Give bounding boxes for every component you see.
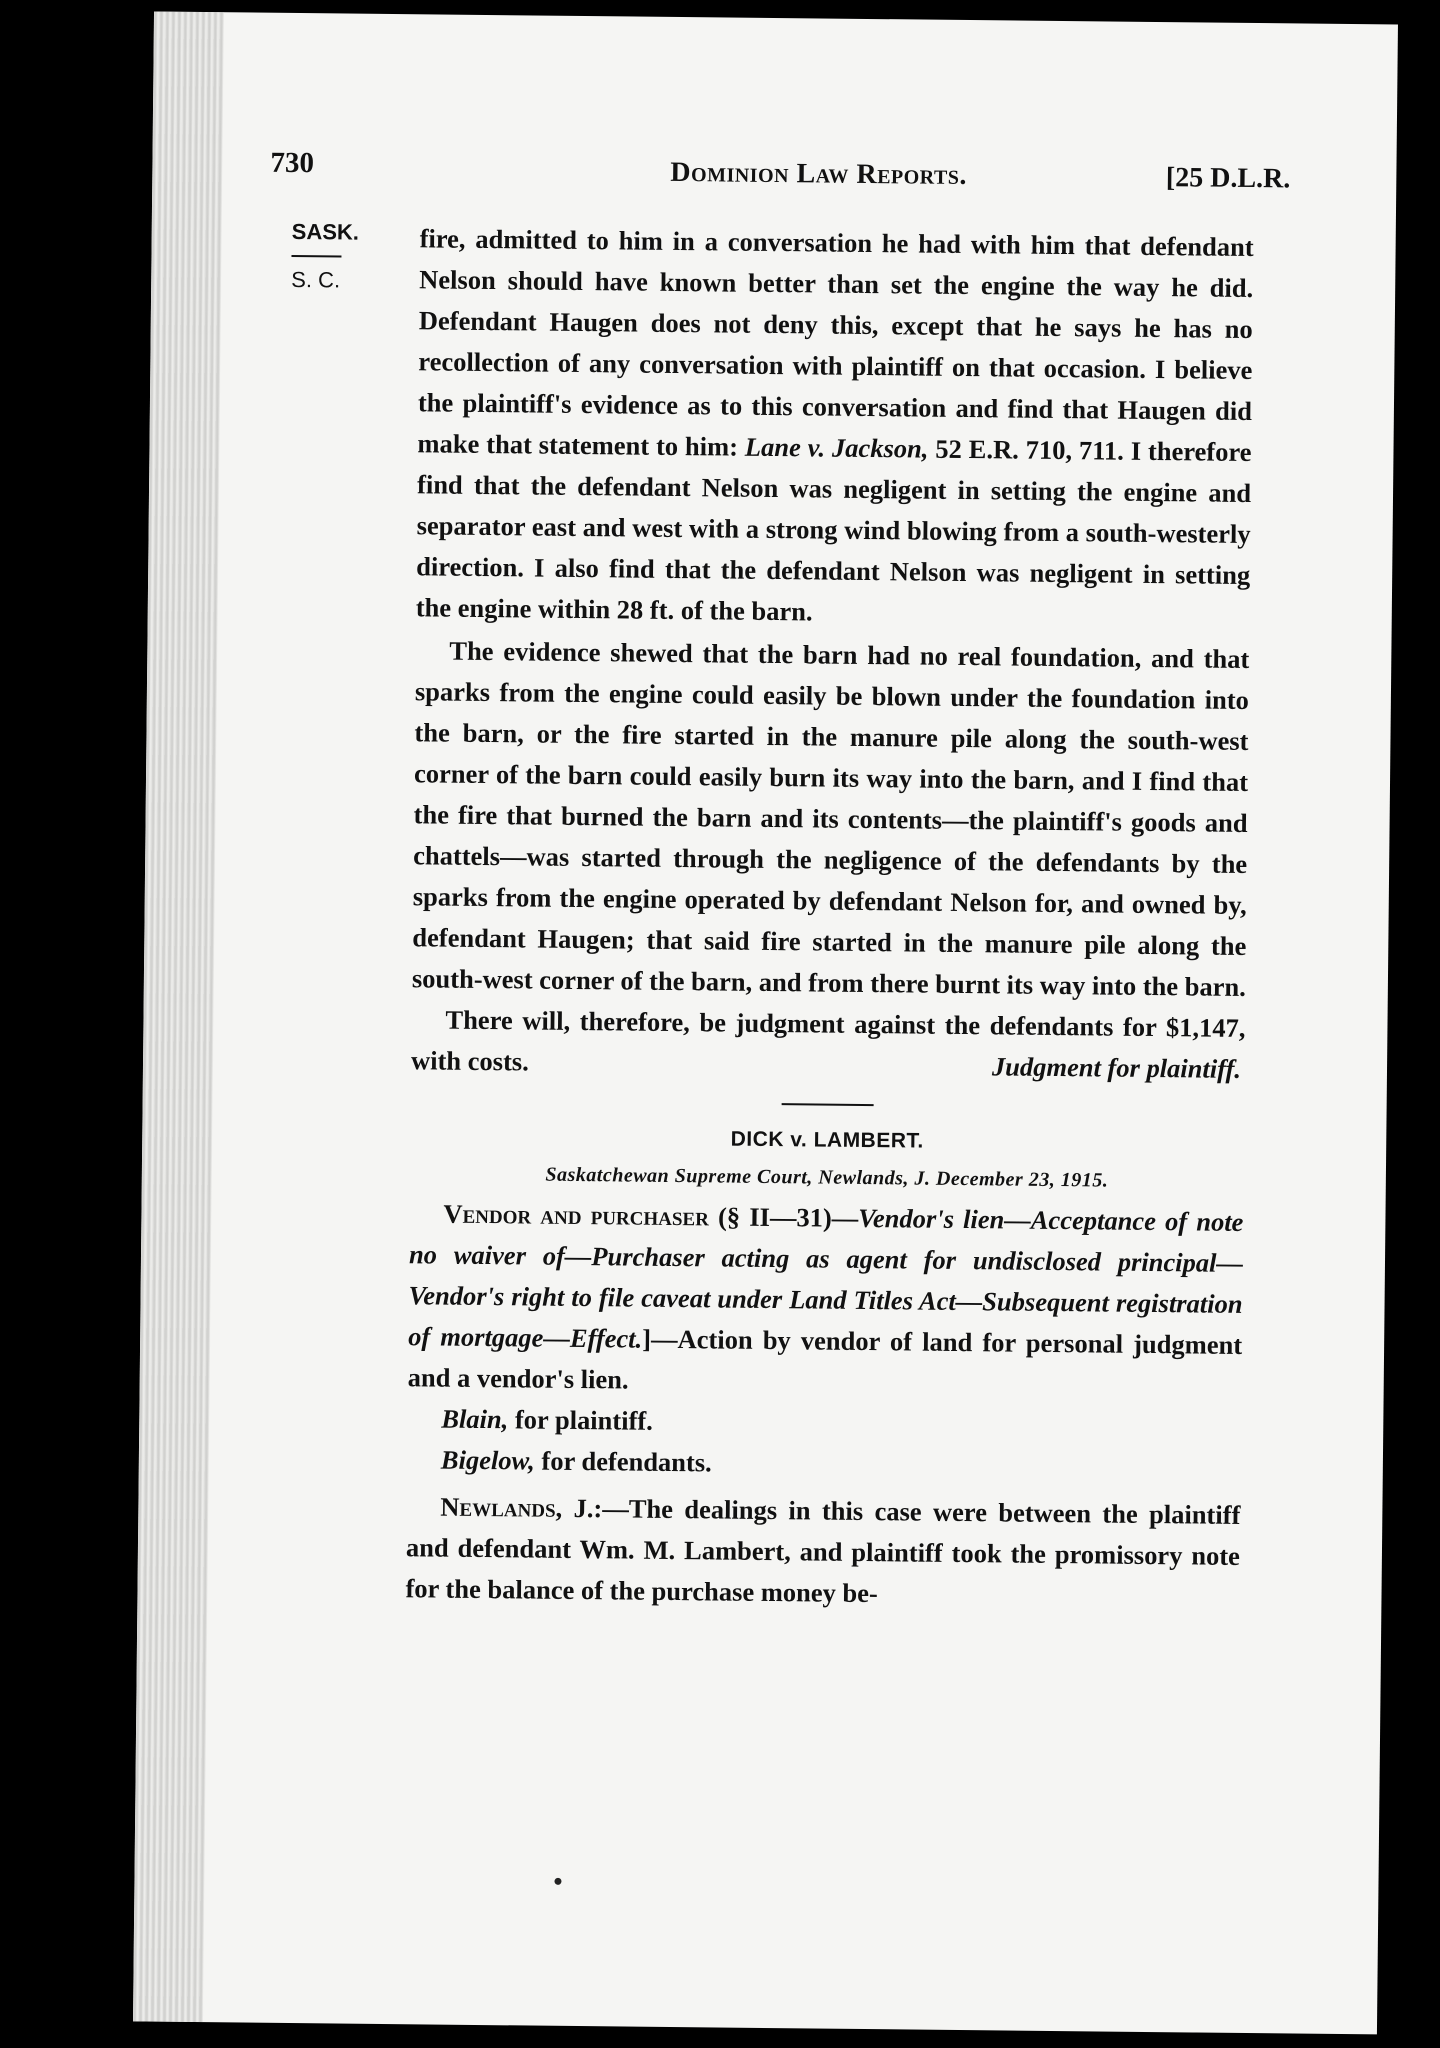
opinion-text: :—The dealings in this case were between the plaintiff and defendant Wm. M. Lambert, and plaintiff took the promissory note for the balance of the purchase money be-	[405, 1493, 1241, 1609]
counsel-name: Blain,	[441, 1403, 509, 1435]
section-separator	[782, 1103, 874, 1106]
running-head: Dominion Law Reports.	[670, 156, 968, 192]
paragraph-judgment	[411, 999, 1246, 1090]
case-title: DICK v. LAMBERT.	[730, 1127, 924, 1153]
judgment-line: Judgment for plaintiff.	[991, 1051, 1242, 1084]
counsel-role: for plaintiff.	[508, 1404, 654, 1436]
opinion-start	[405, 1486, 1240, 1618]
paragraph-evidence: The evidence shewed that the barn had no real foundation, and that sparks from the engine could easily be blown under the foundation into the barn, or the fire started in the manure pile along the south-west corner of the barn could easily burn its way into the barn, and I find that the fire that burned the barn and its contents—the plaintiff's goods and chattels—was started through the negligence of the defendants by the sparks from the engine operated by defendant Nelson for, and owned by, defendant Haugen; that said fire started in the manure pile along the south-west corner of the barn, and from there burnt its way into the barn.	[411, 635, 1250, 1002]
headnote-lead: Vendor and purchaser	[443, 1198, 710, 1232]
page-number: 730	[270, 146, 315, 180]
headnote-rest: ]—Action by vendor of land for personal judgment and a vendor's lien.	[407, 1323, 1243, 1395]
paragraph-continued	[416, 218, 1254, 637]
counsel-role: for defendants.	[534, 1445, 712, 1478]
paragraph-text: fire, admitted to him in a conversation he had with him that defendant Nelson should have known better than set the engine the way he did. Defendant Haugen does not deny this, except that he says he has no recollection of any conversation with plaintiff on that occasion. I believe the plaintiff's evidence as to this conversation and find that Haugen did make that statement to him:	[417, 223, 1254, 462]
paragraph-text: 52 E.R. 710, 711. I therefore find that the defendant Nelson was negligent in setting the engine and separator east and west with a strong wind blowing from a south-westerly direction. I also find that the defendant Nelson was negligent in setting the engine within 28 ft. of the barn.	[415, 433, 1252, 627]
page-header	[270, 139, 1290, 200]
margin-rule	[291, 255, 341, 258]
page-body	[405, 218, 1254, 1618]
margin-province: SASK.	[291, 218, 360, 245]
counsel-defendant	[407, 1439, 1241, 1489]
page-stack-edge	[133, 11, 224, 2022]
headnote-italic: Vendor's lien—Acceptance of note no waiver of—Purchaser acting as agent for undisclosed principal—Vendor's right to file caveat under Land Titles Act—Subsequent registration of mortgage—Effect.	[408, 1202, 1244, 1354]
headnote	[408, 1193, 1244, 1407]
court-line: Saskatchewan Supreme Court, Newlands, J. December 23, 1915.	[545, 1163, 1109, 1192]
book-page	[133, 11, 1398, 2034]
headnote-section: (§ II—31)—	[708, 1201, 859, 1233]
paragraph-text: There will, therefore, be judgment against the defendants for $1,147, with costs.	[410, 1004, 1246, 1077]
volume-reference: [25 D.L.R.	[1165, 162, 1291, 195]
case-citation: Lane v. Jackson,	[744, 431, 929, 464]
ink-dot	[554, 1878, 561, 1885]
margin-court: S. C.	[291, 266, 341, 293]
judge-name: Newlands, J.	[440, 1491, 594, 1524]
counsel-name: Bigelow,	[440, 1444, 536, 1476]
